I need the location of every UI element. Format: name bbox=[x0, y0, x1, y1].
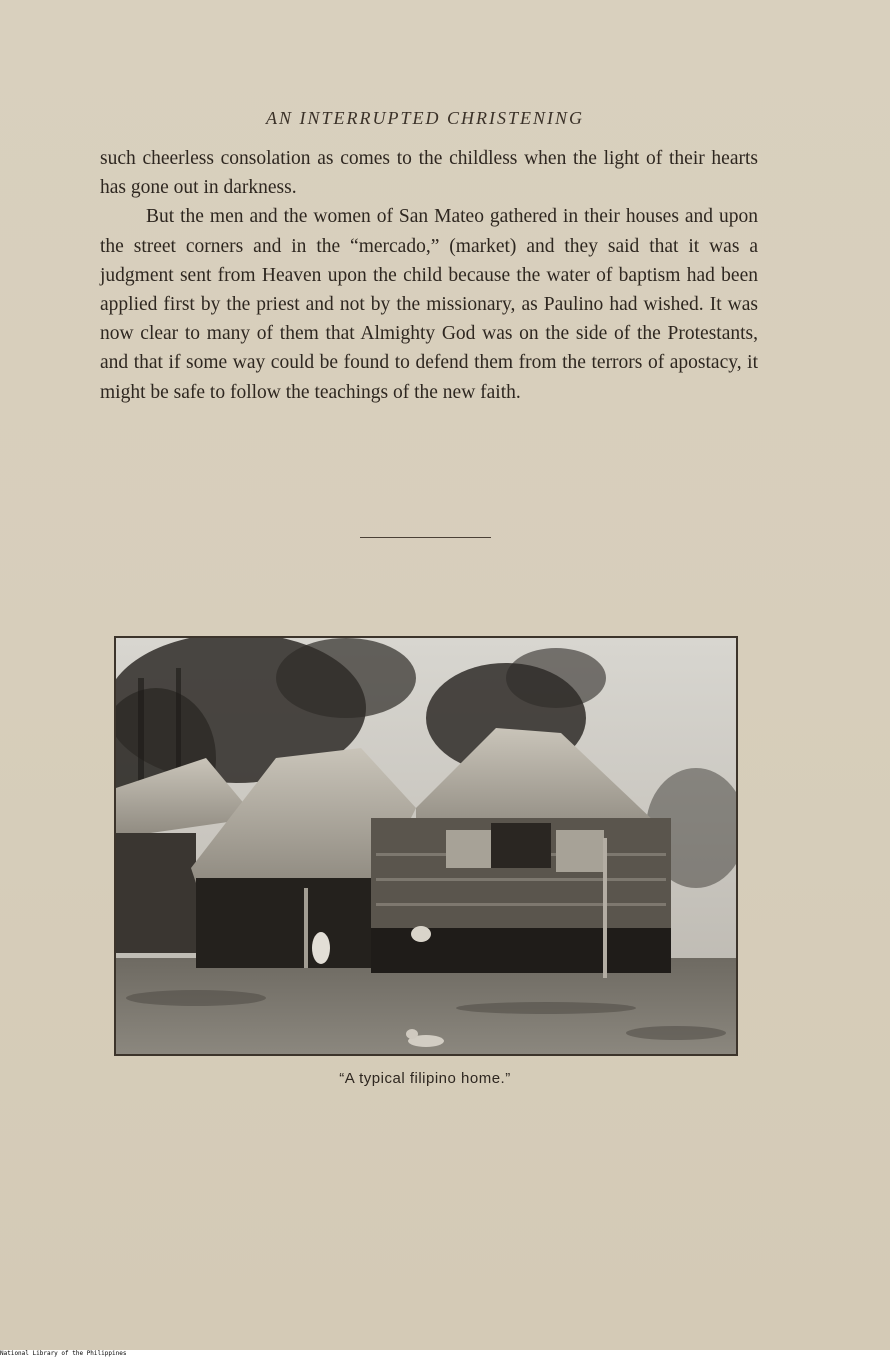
section-divider bbox=[360, 537, 491, 538]
photograph-filipino-home bbox=[114, 636, 738, 1056]
paragraph-continued: such cheerless consolation as comes to the childless when the light of their hearts has gone out in darkness. bbox=[100, 148, 758, 199]
footer-strip bbox=[0, 1350, 890, 1358]
running-head: AN INTERRUPTED CHRISTENING bbox=[265, 108, 584, 128]
photo-caption: “A typical filipino home.” bbox=[339, 1070, 511, 1087]
library-credit: National Library of the Philippines bbox=[0, 1350, 127, 1357]
photograph-illustration bbox=[116, 638, 736, 1054]
body-text bbox=[100, 144, 758, 407]
paragraph: But the men and the women of San Mateo gathered in their houses and upon the street corners and in the “mercado,” (market) and they said that it was a judgment sent from Heaven upon the child because the water of baptism had been applied first by the priest and not by the missionary, as Paulino had wished. It was now clear to many of them that Almighty God was on the side of the Protestants, and that if some way could be found to defend them from the terrors of apostacy, it might be safe to follow the teachings of the new faith. bbox=[100, 206, 758, 403]
